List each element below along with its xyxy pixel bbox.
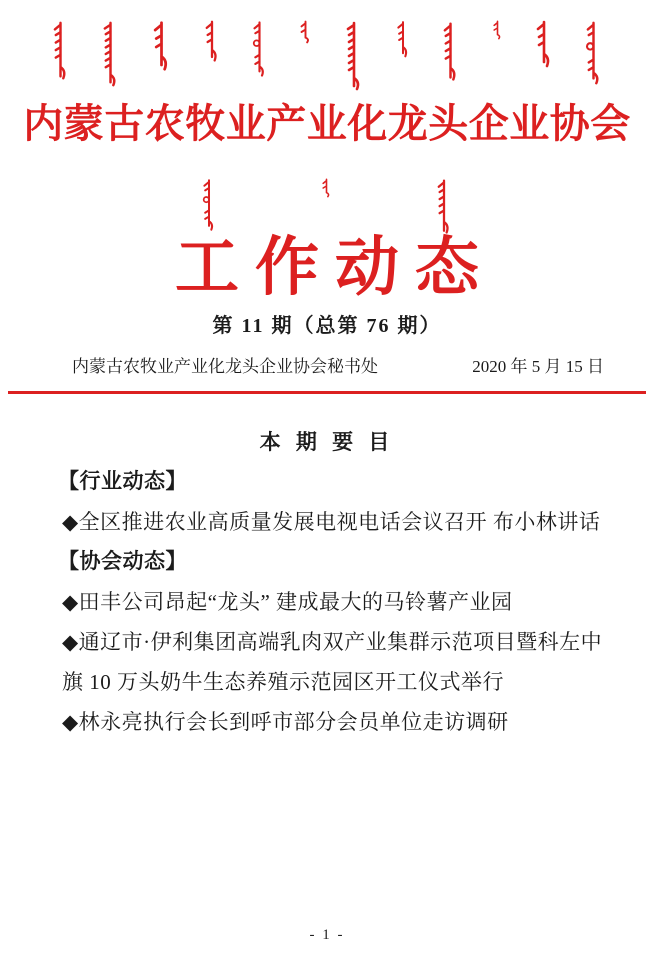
mongolian-word-icon (299, 20, 312, 44)
bulletin-title: 工作动态 (175, 232, 495, 303)
toc-item: ◆田丰公司昂起“龙头” 建成最大的马铃薯产业园 (62, 590, 513, 614)
toc-lines (0, 462, 654, 742)
page-number: - 1 - (309, 927, 345, 943)
mongolian-word-icon (202, 178, 216, 232)
toc-item: ◆林永亮执行会长到呼市部分会员单位走访调研 (62, 710, 509, 734)
mongolian-word-icon (204, 20, 220, 64)
toc-section-heading: 【协会动态】 (58, 550, 187, 573)
mongolian-word-icon (344, 20, 364, 92)
publish-date: 2020 年 5 月 15 日 (472, 357, 604, 376)
mongolian-word-icon (535, 20, 553, 70)
mongolian-word-icon (252, 20, 267, 78)
toc-item-continuation: 旗 10 万头奶牛生态养殖示范园区开工仪式举行 (62, 670, 504, 694)
table-of-contents (0, 428, 654, 742)
mongolian-script-subtitle (202, 178, 452, 236)
mongolian-word-icon (321, 178, 332, 198)
mongolian-word-icon (492, 20, 503, 40)
toc-section-heading: 【行业动态】 (58, 470, 187, 493)
mongolian-word-icon (152, 20, 171, 74)
mongolian-word-icon (442, 20, 459, 84)
toc-item: ◆全区推进农业高质量发展电视电话会议召开 布小林讲话 (62, 510, 601, 534)
mongolian-word-icon (52, 20, 69, 82)
mongolian-word-icon (396, 20, 410, 60)
red-divider-line (8, 391, 646, 394)
mongolian-word-icon (436, 178, 452, 236)
mongolian-word-icon (585, 20, 602, 86)
toc-item: ◆通辽市·伊利集团高端乳肉双产业集群示范项目暨科左中 (62, 630, 603, 654)
mongolian-script-banner (52, 20, 602, 92)
mongolian-word-icon (101, 20, 120, 88)
publisher-name: 内蒙古农牧业产业化龙头企业协会秘书处 (72, 357, 378, 376)
association-title: 内蒙古农牧业产业化龙头企业协会 (23, 101, 631, 146)
publisher-row (0, 356, 654, 378)
toc-title: 本 期 要 目 (259, 430, 395, 454)
issue-number: 第 11 期（总第 76 期） (212, 315, 442, 337)
